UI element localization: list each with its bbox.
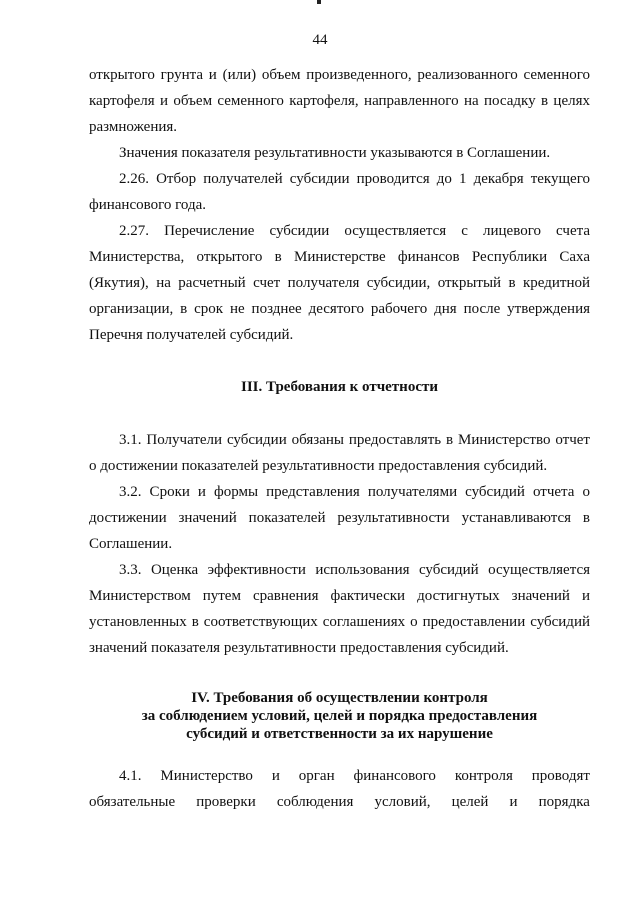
scan-mark	[317, 0, 321, 4]
word: и	[271, 768, 280, 784]
word: и	[509, 794, 518, 810]
word: порядка	[538, 794, 590, 810]
paragraph: открытого грунта и (или) объем произведенного, реализованного семенного картофеля и объем семенного картофеля, направленного на посадку в целях размножения.	[89, 67, 590, 135]
paragraph-3-2: 3.2. Сроки и формы представления получателями субсидий отчета о достижении значений показателей результативности устанавливаются в Соглашении.	[89, 484, 590, 552]
word: соблюдения	[276, 794, 354, 810]
word: проводят	[531, 768, 590, 784]
section-3-heading	[89, 378, 590, 396]
word: условий,	[374, 794, 431, 810]
section-4-heading	[89, 689, 590, 743]
word: контроля	[454, 768, 513, 784]
page-number: 44	[312, 32, 328, 48]
paragraph-3-1: 3.1. Получатели субсидии обязаны предоставлять в Министерство отчет о достижении показателей результативности предоставления субсидий.	[89, 432, 590, 474]
section-2-continuation	[89, 62, 590, 348]
word: Министерство	[160, 768, 253, 784]
section-3-body	[89, 427, 590, 661]
word: проверки	[196, 794, 256, 810]
paragraph: Значения показателя результативности указываются в Соглашении.	[119, 145, 551, 161]
word: целей	[451, 794, 489, 810]
word: 4.1.	[119, 768, 142, 784]
word: орган	[298, 768, 335, 784]
paragraph-2-27: 2.27. Перечисление субсидии осуществляется с лицевого счета Министерства, открытого в Министерстве финансов Республики Саха (Якутия), на расчетный счет получателя субсидии, открытый в кредитной организации, в срок не позднее десятого рабочего дня после утверждения Перечня получателей субсидий.	[89, 223, 590, 343]
word: финансового	[353, 768, 436, 784]
word: обязательные	[89, 794, 176, 810]
section-3-heading-text: III. Требования к отчетности	[241, 379, 438, 395]
section-4-heading-line3: субсидий и ответственности за их нарушение	[186, 726, 493, 742]
paragraph-2-26: 2.26. Отбор получателей субсидии проводится до 1 декабря текущего финансового года.	[89, 171, 590, 213]
paragraph-4-1-line2	[89, 794, 590, 811]
paragraph-3-3: 3.3. Оценка эффективности использования субсидий осуществляется Министерством путем сравнения фактически достигнутых значений и установленных в соответствующих соглашениях о предоставлении субсидий значений показателя результативности предоставления субсидий.	[89, 562, 590, 656]
section-4-heading-line1: IV. Требования об осуществлении контроля	[191, 690, 488, 706]
paragraph-4-1-line1	[89, 768, 590, 785]
section-4-heading-line2: за соблюдением условий, целей и порядка предоставления	[141, 708, 538, 724]
